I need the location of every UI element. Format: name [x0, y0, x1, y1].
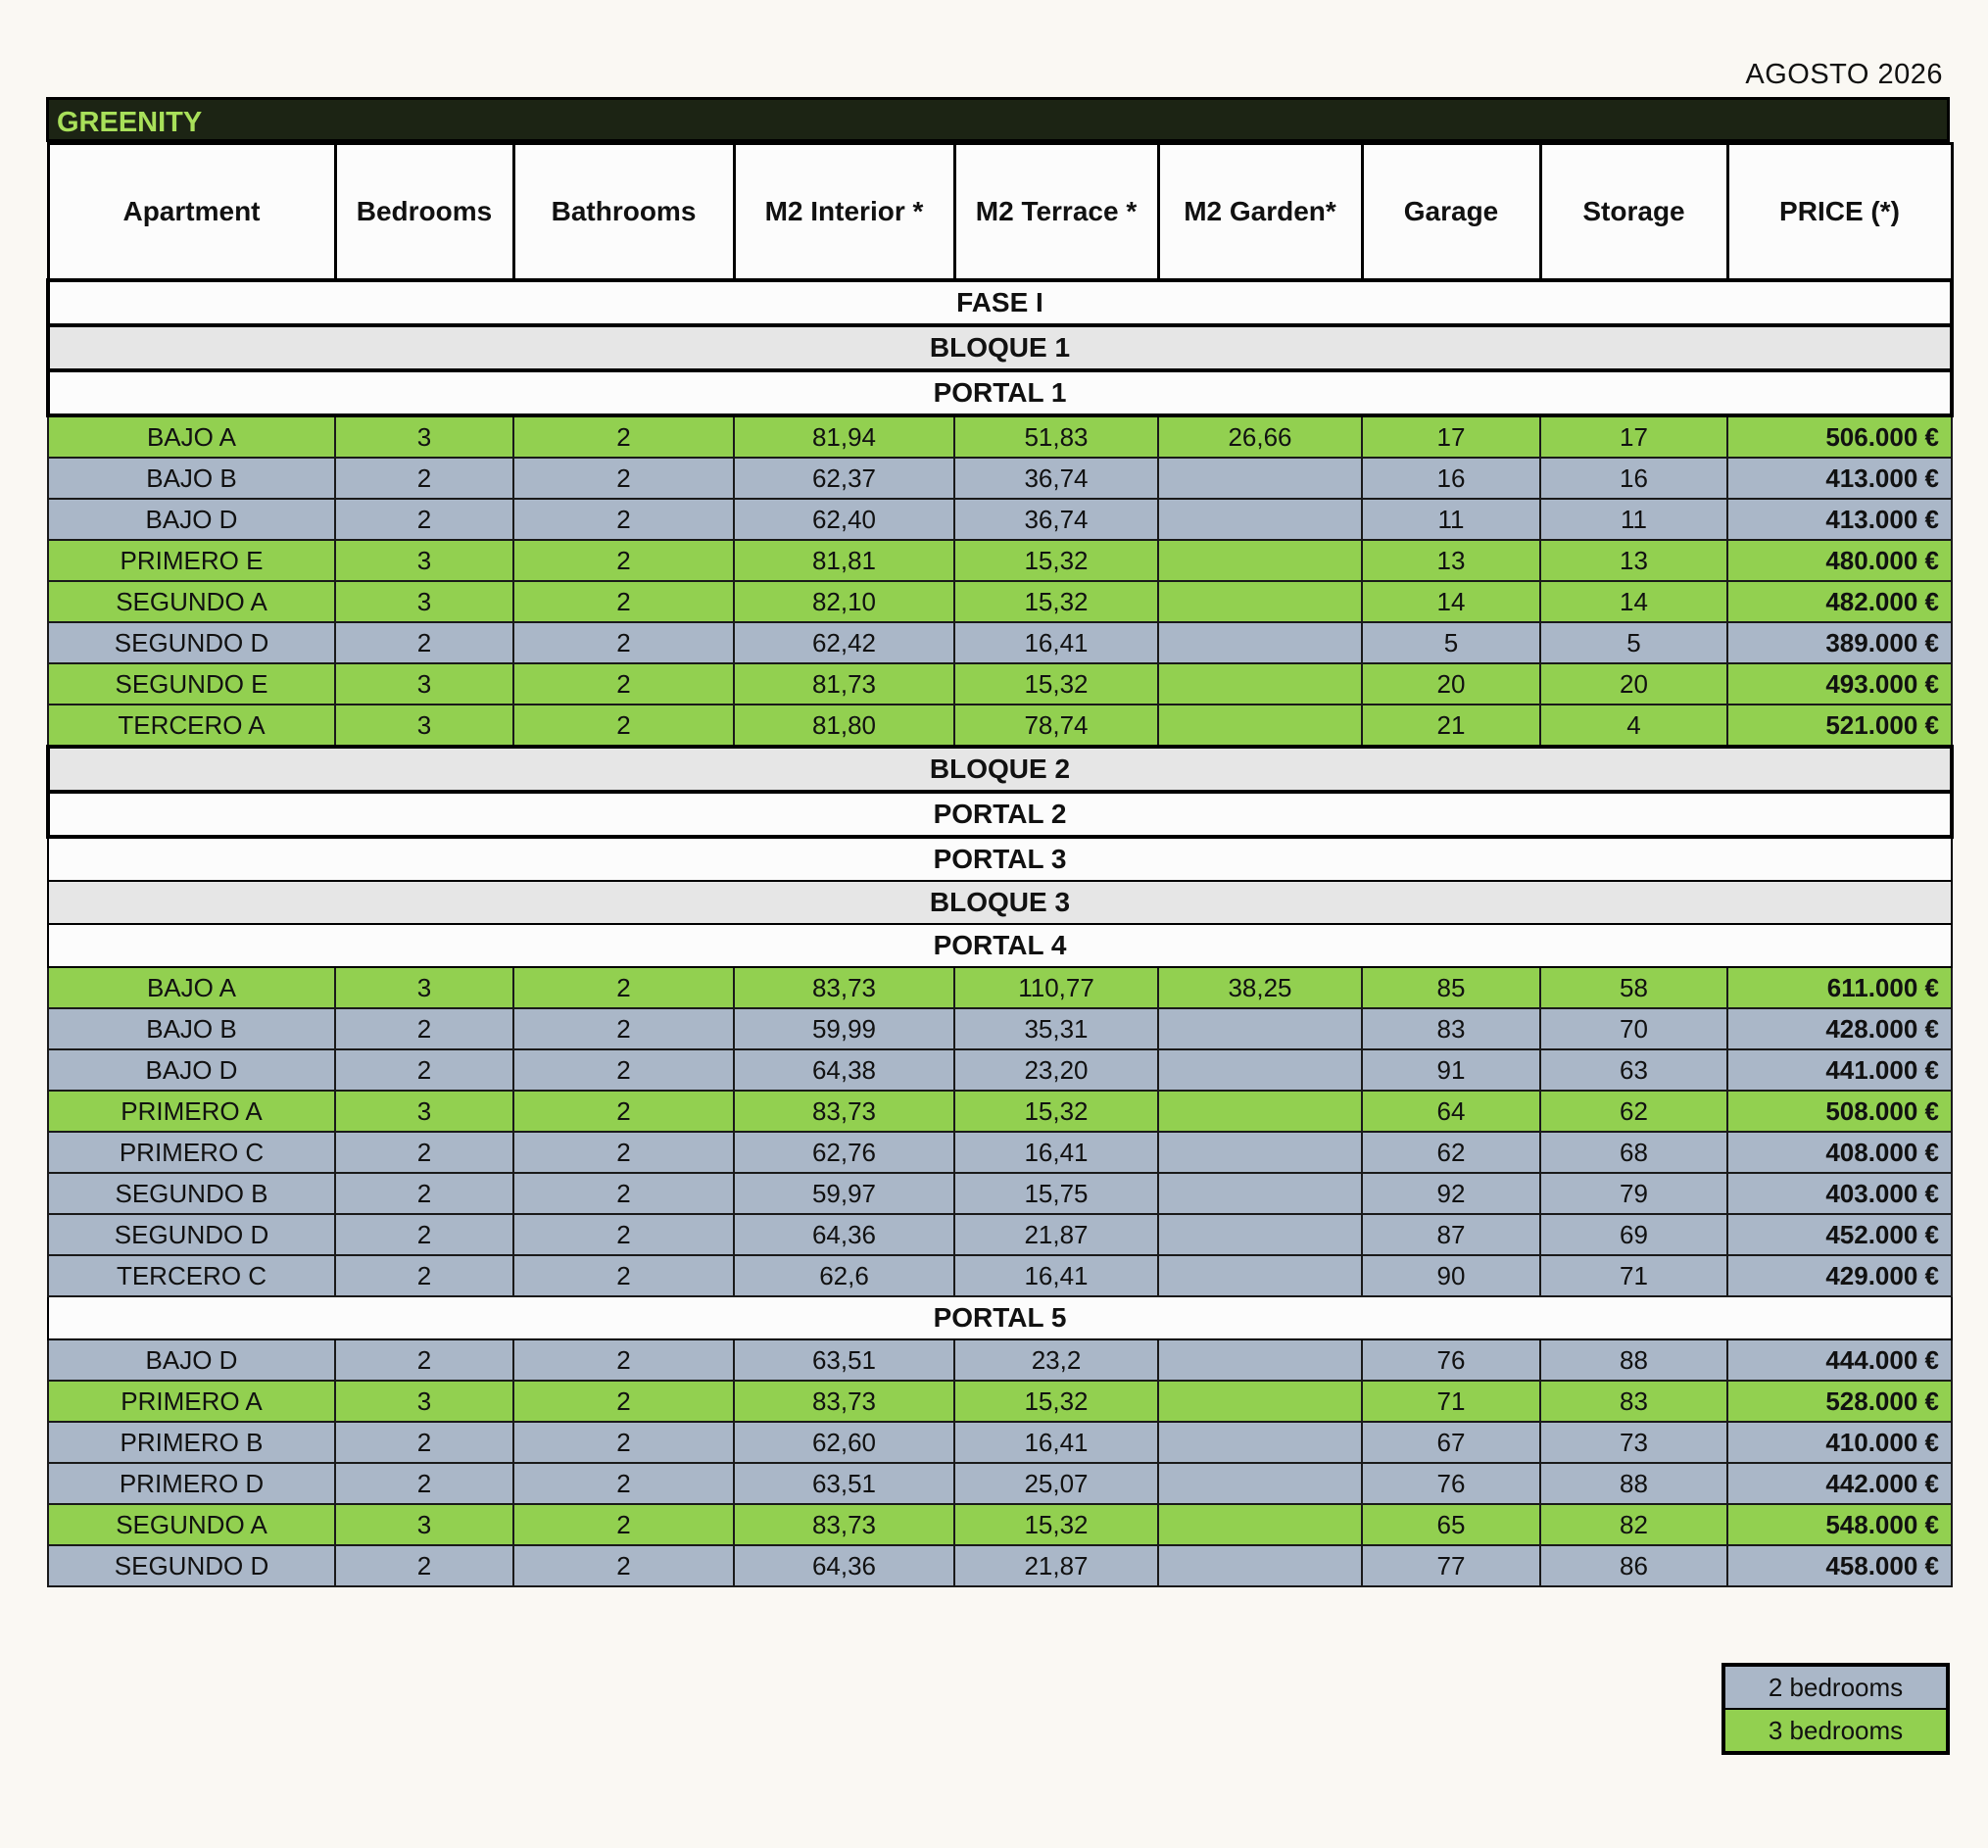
table-row: [48, 1132, 1952, 1173]
table-cell: 11: [1540, 499, 1727, 540]
table-cell: [1158, 1255, 1362, 1296]
table-cell: [1158, 458, 1362, 499]
table-row: [48, 540, 1952, 581]
table-cell: 2: [335, 1173, 513, 1214]
table-cell: 2: [513, 1422, 734, 1463]
table-cell: 51,83: [954, 415, 1158, 458]
table-cell: 441.000 €: [1727, 1049, 1952, 1091]
table-cell: 2: [335, 1339, 513, 1381]
table-cell: 21: [1362, 705, 1540, 747]
table-cell: 15,32: [954, 581, 1158, 622]
table-cell: 83,73: [734, 967, 954, 1008]
section-row: [48, 792, 1952, 837]
table-cell: PRIMERO E: [48, 540, 335, 581]
table-row: [48, 705, 1952, 747]
table-cell: 15,32: [954, 1504, 1158, 1545]
column-header: M2 Interior *: [734, 144, 954, 281]
table-cell: 389.000 €: [1727, 622, 1952, 663]
section-row: [48, 747, 1952, 792]
section-row: [48, 370, 1952, 415]
table-cell: 82,10: [734, 581, 954, 622]
table-cell: 444.000 €: [1727, 1339, 1952, 1381]
table-cell: 5: [1362, 622, 1540, 663]
table-cell: 85: [1362, 967, 1540, 1008]
table-row: [48, 1545, 1952, 1586]
table-cell: SEGUNDO E: [48, 663, 335, 705]
table-cell: 62,37: [734, 458, 954, 499]
table-cell: PRIMERO A: [48, 1381, 335, 1422]
table-cell: [1158, 1339, 1362, 1381]
table-cell: 91: [1362, 1049, 1540, 1091]
table-cell: 521.000 €: [1727, 705, 1952, 747]
table-cell: 62,6: [734, 1255, 954, 1296]
table-cell: 3: [335, 415, 513, 458]
table-cell: [1158, 1091, 1362, 1132]
table-cell: BAJO B: [48, 458, 335, 499]
table-cell: [1158, 1504, 1362, 1545]
table-cell: 79: [1540, 1173, 1727, 1214]
table-cell: [1158, 705, 1362, 747]
table-row: [48, 581, 1952, 622]
table-cell: 21,87: [954, 1214, 1158, 1255]
table-cell: 65: [1362, 1504, 1540, 1545]
section-row: [48, 280, 1952, 325]
table-cell: BAJO D: [48, 1049, 335, 1091]
table-cell: 413.000 €: [1727, 499, 1952, 540]
legend: [1721, 1663, 1950, 1755]
table-cell: TERCERO C: [48, 1255, 335, 1296]
table-cell: 452.000 €: [1727, 1214, 1952, 1255]
table-cell: 25,07: [954, 1463, 1158, 1504]
table-cell: 2: [513, 1255, 734, 1296]
table-cell: 59,99: [734, 1008, 954, 1049]
table-cell: 73: [1540, 1422, 1727, 1463]
table-cell: 2: [335, 622, 513, 663]
table-cell: 2: [513, 458, 734, 499]
table-cell: 16: [1362, 458, 1540, 499]
column-header: Garage: [1362, 144, 1540, 281]
table-cell: 2: [335, 1214, 513, 1255]
section-row: [48, 924, 1952, 967]
table-cell: 5: [1540, 622, 1727, 663]
column-header: PRICE (*): [1727, 144, 1952, 281]
table-cell: 15,32: [954, 540, 1158, 581]
table-cell: 16,41: [954, 1422, 1158, 1463]
table-cell: 23,20: [954, 1049, 1158, 1091]
table-cell: 16,41: [954, 622, 1158, 663]
table-cell: 2: [513, 705, 734, 747]
table-row: [48, 1091, 1952, 1132]
table-cell: 493.000 €: [1727, 663, 1952, 705]
table-cell: 83: [1362, 1008, 1540, 1049]
table-cell: 15,75: [954, 1173, 1158, 1214]
column-header: M2 Garden*: [1158, 144, 1362, 281]
table-row: [48, 1381, 1952, 1422]
table-cell: 83,73: [734, 1504, 954, 1545]
table-cell: [1158, 1545, 1362, 1586]
table-row: [48, 967, 1952, 1008]
table-cell: 2: [513, 499, 734, 540]
table-cell: 69: [1540, 1214, 1727, 1255]
table-cell: 71: [1362, 1381, 1540, 1422]
table-cell: 14: [1362, 581, 1540, 622]
table-cell: 81,94: [734, 415, 954, 458]
table-cell: 2: [335, 1132, 513, 1173]
price-table: [46, 142, 1954, 1587]
table-cell: 62,42: [734, 622, 954, 663]
table-cell: 2: [513, 1049, 734, 1091]
table-cell: [1158, 1422, 1362, 1463]
table-cell: 611.000 €: [1727, 967, 1952, 1008]
section-label: BLOQUE 1: [48, 325, 1952, 370]
table-cell: 2: [513, 415, 734, 458]
table-cell: 458.000 €: [1727, 1545, 1952, 1586]
table-cell: 83,73: [734, 1091, 954, 1132]
price-sheet: [46, 97, 1950, 1587]
table-cell: [1158, 581, 1362, 622]
table-cell: 2: [335, 1008, 513, 1049]
table-cell: 13: [1540, 540, 1727, 581]
table-cell: [1158, 622, 1362, 663]
table-cell: PRIMERO C: [48, 1132, 335, 1173]
table-cell: 2: [335, 1422, 513, 1463]
table-cell: 64: [1362, 1091, 1540, 1132]
table-cell: 11: [1362, 499, 1540, 540]
table-cell: 2: [513, 622, 734, 663]
table-cell: [1158, 663, 1362, 705]
table-cell: BAJO D: [48, 1339, 335, 1381]
table-row: [48, 1339, 1952, 1381]
table-cell: SEGUNDO D: [48, 1214, 335, 1255]
table-cell: 3: [335, 705, 513, 747]
section-row: [48, 1296, 1952, 1339]
table-cell: 3: [335, 540, 513, 581]
table-cell: 83: [1540, 1381, 1727, 1422]
table-row: [48, 499, 1952, 540]
table-cell: 16,41: [954, 1255, 1158, 1296]
table-row: [48, 1255, 1952, 1296]
legend-two-bedrooms: 2 bedrooms: [1725, 1667, 1946, 1710]
table-cell: [1158, 1381, 1362, 1422]
table-cell: 2: [513, 581, 734, 622]
section-label: FASE I: [48, 280, 1952, 325]
table-cell: 2: [513, 1008, 734, 1049]
table-cell: TERCERO A: [48, 705, 335, 747]
table-cell: 62,40: [734, 499, 954, 540]
table-cell: 2: [513, 1339, 734, 1381]
table-cell: 81,81: [734, 540, 954, 581]
brand-title: GREENITY: [46, 97, 1950, 142]
section-label: PORTAL 2: [48, 792, 1952, 837]
table-cell: 429.000 €: [1727, 1255, 1952, 1296]
table-cell: 2: [513, 967, 734, 1008]
table-cell: 506.000 €: [1727, 415, 1952, 458]
table-cell: 3: [335, 581, 513, 622]
section-label: PORTAL 3: [48, 837, 1952, 881]
table-cell: SEGUNDO D: [48, 622, 335, 663]
table-row: [48, 1504, 1952, 1545]
table-cell: 70: [1540, 1008, 1727, 1049]
table-cell: 90: [1362, 1255, 1540, 1296]
table-cell: 2: [335, 1463, 513, 1504]
table-cell: 2: [335, 499, 513, 540]
table-cell: [1158, 1214, 1362, 1255]
table-row: [48, 1463, 1952, 1504]
table-cell: BAJO D: [48, 499, 335, 540]
table-cell: 64,38: [734, 1049, 954, 1091]
section-row: [48, 881, 1952, 924]
table-cell: 62: [1540, 1091, 1727, 1132]
table-cell: 16: [1540, 458, 1727, 499]
section-label: PORTAL 5: [48, 1296, 1952, 1339]
table-cell: 78,74: [954, 705, 1158, 747]
table-cell: SEGUNDO A: [48, 1504, 335, 1545]
table-cell: 3: [335, 967, 513, 1008]
table-cell: 63: [1540, 1049, 1727, 1091]
table-cell: [1158, 1463, 1362, 1504]
table-cell: 20: [1540, 663, 1727, 705]
table-cell: PRIMERO D: [48, 1463, 335, 1504]
table-cell: 548.000 €: [1727, 1504, 1952, 1545]
table-cell: BAJO A: [48, 415, 335, 458]
table-cell: BAJO A: [48, 967, 335, 1008]
table-cell: 59,97: [734, 1173, 954, 1214]
table-cell: PRIMERO B: [48, 1422, 335, 1463]
table-cell: 36,74: [954, 458, 1158, 499]
table-cell: 82: [1540, 1504, 1727, 1545]
report-date: AGOSTO 2026: [1745, 59, 1943, 90]
table-cell: 403.000 €: [1727, 1173, 1952, 1214]
table-row: [48, 458, 1952, 499]
table-row: [48, 1173, 1952, 1214]
section-label: BLOQUE 3: [48, 881, 1952, 924]
table-cell: 408.000 €: [1727, 1132, 1952, 1173]
table-row: [48, 622, 1952, 663]
table-cell: 62,60: [734, 1422, 954, 1463]
table-cell: 3: [335, 663, 513, 705]
section-label: PORTAL 1: [48, 370, 1952, 415]
table-cell: 3: [335, 1381, 513, 1422]
table-cell: 63,51: [734, 1463, 954, 1504]
table-cell: 410.000 €: [1727, 1422, 1952, 1463]
table-cell: 23,2: [954, 1339, 1158, 1381]
table-cell: 2: [513, 1463, 734, 1504]
table-cell: 35,31: [954, 1008, 1158, 1049]
table-cell: 14: [1540, 581, 1727, 622]
table-cell: 110,77: [954, 967, 1158, 1008]
table-cell: 508.000 €: [1727, 1091, 1952, 1132]
table-row: [48, 1422, 1952, 1463]
header-row: [48, 144, 1952, 281]
table-cell: 38,25: [1158, 967, 1362, 1008]
table-cell: 76: [1362, 1463, 1540, 1504]
table-cell: 88: [1540, 1463, 1727, 1504]
legend-three-bedrooms: 3 bedrooms: [1725, 1710, 1946, 1751]
table-cell: 2: [513, 663, 734, 705]
table-cell: 428.000 €: [1727, 1008, 1952, 1049]
table-row: [48, 415, 1952, 458]
table-cell: 77: [1362, 1545, 1540, 1586]
table-cell: 413.000 €: [1727, 458, 1952, 499]
table-cell: [1158, 1049, 1362, 1091]
table-cell: [1158, 1008, 1362, 1049]
table-cell: 15,32: [954, 1091, 1158, 1132]
table-cell: SEGUNDO D: [48, 1545, 335, 1586]
table-row: [48, 1008, 1952, 1049]
table-cell: 62,76: [734, 1132, 954, 1173]
table-cell: 482.000 €: [1727, 581, 1952, 622]
table-cell: 3: [335, 1504, 513, 1545]
section-row: [48, 325, 1952, 370]
section-row: [48, 837, 1952, 881]
table-cell: 2: [335, 1049, 513, 1091]
table-cell: 17: [1540, 415, 1727, 458]
table-cell: 4: [1540, 705, 1727, 747]
column-header: Apartment: [48, 144, 335, 281]
table-cell: 15,32: [954, 663, 1158, 705]
table-cell: 2: [335, 1545, 513, 1586]
table-cell: BAJO B: [48, 1008, 335, 1049]
table-cell: 2: [513, 1381, 734, 1422]
table-row: [48, 663, 1952, 705]
table-cell: 20: [1362, 663, 1540, 705]
table-cell: 92: [1362, 1173, 1540, 1214]
column-header: Bathrooms: [513, 144, 734, 281]
table-cell: PRIMERO A: [48, 1091, 335, 1132]
table-cell: 88: [1540, 1339, 1727, 1381]
table-cell: 67: [1362, 1422, 1540, 1463]
table-cell: 13: [1362, 540, 1540, 581]
table-cell: 2: [513, 1545, 734, 1586]
table-cell: 26,66: [1158, 415, 1362, 458]
table-cell: 2: [335, 458, 513, 499]
table-row: [48, 1049, 1952, 1091]
table-cell: 2: [335, 1255, 513, 1296]
column-header: Storage: [1540, 144, 1727, 281]
table-cell: 17: [1362, 415, 1540, 458]
column-header: M2 Terrace *: [954, 144, 1158, 281]
table-cell: 15,32: [954, 1381, 1158, 1422]
table-cell: 83,73: [734, 1381, 954, 1422]
table-cell: 68: [1540, 1132, 1727, 1173]
table-cell: 2: [513, 1504, 734, 1545]
table-cell: 480.000 €: [1727, 540, 1952, 581]
table-cell: 62: [1362, 1132, 1540, 1173]
column-header: Bedrooms: [335, 144, 513, 281]
section-label: PORTAL 4: [48, 924, 1952, 967]
table-cell: 58: [1540, 967, 1727, 1008]
table-cell: 64,36: [734, 1214, 954, 1255]
table-cell: 86: [1540, 1545, 1727, 1586]
table-cell: SEGUNDO A: [48, 581, 335, 622]
table-cell: 36,74: [954, 499, 1158, 540]
table-cell: [1158, 499, 1362, 540]
table-cell: 528.000 €: [1727, 1381, 1952, 1422]
table-cell: 76: [1362, 1339, 1540, 1381]
section-label: BLOQUE 2: [48, 747, 1952, 792]
table-cell: [1158, 1173, 1362, 1214]
table-cell: 16,41: [954, 1132, 1158, 1173]
table-cell: 64,36: [734, 1545, 954, 1586]
table-cell: [1158, 1132, 1362, 1173]
table-cell: 2: [513, 540, 734, 581]
table-cell: 21,87: [954, 1545, 1158, 1586]
table-cell: 2: [513, 1173, 734, 1214]
table-cell: 3: [335, 1091, 513, 1132]
table-cell: 2: [513, 1132, 734, 1173]
table-cell: [1158, 540, 1362, 581]
table-cell: 81,80: [734, 705, 954, 747]
table-cell: 2: [513, 1091, 734, 1132]
table-cell: SEGUNDO B: [48, 1173, 335, 1214]
table-cell: 63,51: [734, 1339, 954, 1381]
table-cell: 81,73: [734, 663, 954, 705]
table-row: [48, 1214, 1952, 1255]
table-cell: 71: [1540, 1255, 1727, 1296]
table-cell: 442.000 €: [1727, 1463, 1952, 1504]
table-cell: 87: [1362, 1214, 1540, 1255]
table-cell: 2: [513, 1214, 734, 1255]
table-body: [48, 280, 1952, 1586]
